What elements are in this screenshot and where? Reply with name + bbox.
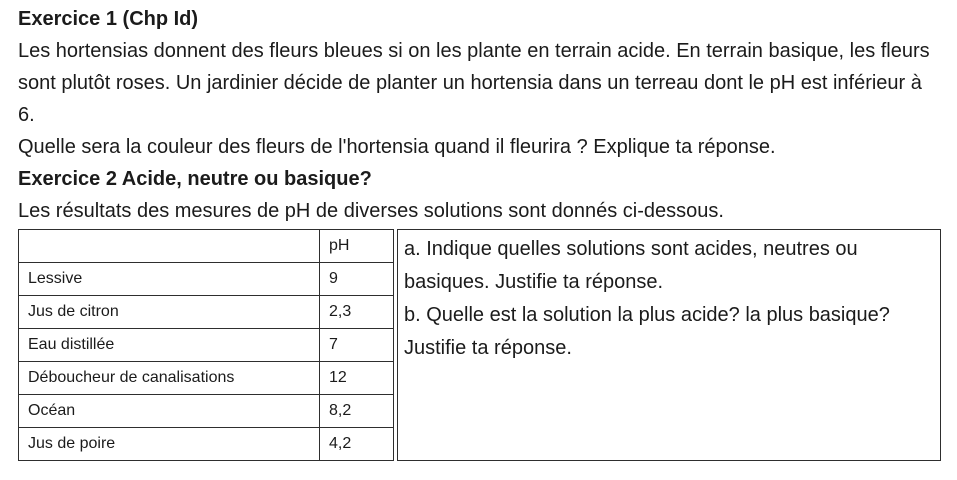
table-row [19,296,394,329]
exercise1-title: Exercice 1 (Chp Id) [18,8,199,30]
ph-table-header-row [19,230,394,263]
solution-cell: Eau distillée [19,329,320,362]
table-row [19,395,394,428]
ph-value-cell: 9 [320,263,394,296]
exercise2-intro: Les résultats des mesures de pH de diverses solutions sont donnés ci-dessous. [18,200,724,222]
table-row [19,362,394,395]
question-b: b. Quelle est la solution la plus acide? la plus basique? Justifie ta réponse. [404,304,890,359]
exercise1-paragraph: Les hortensias donnent des fleurs bleues si on les plante en terrain acide. En terrain basique, les fleurs sont plutôt roses. Un jardinier décide de planter un hortensia dans un terreau dont le pH est inférieur à 6. [18,40,930,126]
question-a: a. Indique quelles solutions sont acides, neutres ou basiques. Justifie ta réponse. [404,238,858,293]
header-ph-cell: pH [320,230,394,263]
solution-cell: Océan [19,395,320,428]
table-row [19,329,394,362]
ph-value-cell: 12 [320,362,394,395]
ph-value-cell: 7 [320,329,394,362]
ph-value-cell: 8,2 [320,395,394,428]
solution-cell: Déboucheur de canalisations [19,362,320,395]
exercise2-content [18,229,941,461]
ph-value-cell: 2,3 [320,296,394,329]
exercise1-question: Quelle sera la couleur des fleurs de l'hortensia quand il fleurira ? Explique ta réponse. [18,136,776,158]
table-row [19,428,394,461]
solution-cell: Jus de citron [19,296,320,329]
ph-value-cell: 4,2 [320,428,394,461]
ph-table [18,229,394,461]
solution-cell: Jus de poire [19,428,320,461]
exercise2-title: Exercice 2 Acide, neutre ou basique? [18,168,372,190]
header-solution-cell [19,230,320,263]
questions-box [397,229,941,461]
solution-cell: Lessive [19,263,320,296]
table-row [19,263,394,296]
